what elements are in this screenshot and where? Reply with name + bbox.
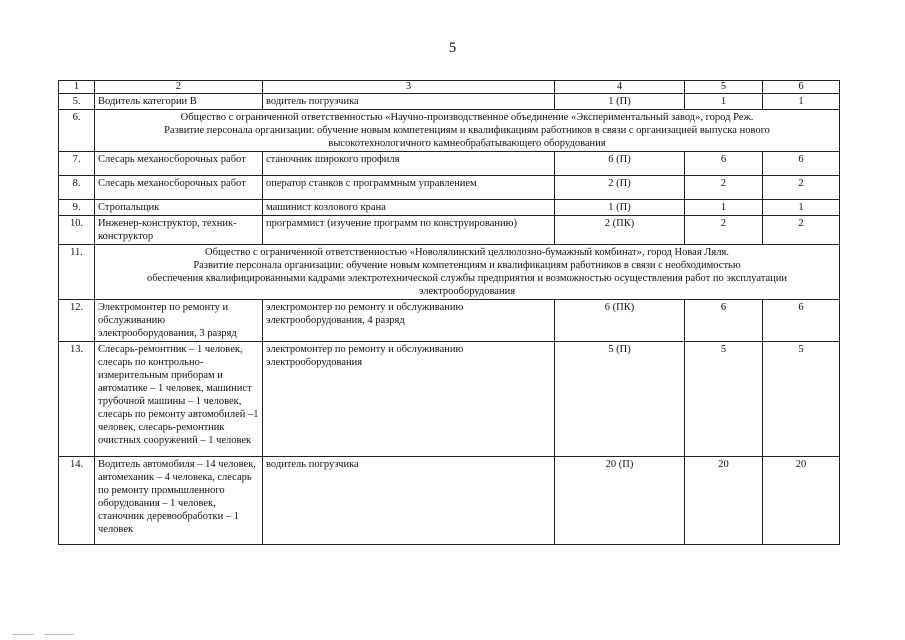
header-cell-6: 6 (763, 81, 840, 94)
program-table (58, 80, 840, 545)
header-cell-4: 4 (555, 81, 685, 94)
header-cell-1: 1 (59, 81, 95, 94)
table-row (59, 457, 840, 545)
footer-mark (12, 634, 34, 635)
header-cell-3: 3 (263, 81, 555, 94)
program-cell: станочник широкого профиля (263, 152, 555, 176)
organization-row (59, 110, 840, 152)
count-cell-5: 6 (685, 300, 763, 342)
count-cell-4: 2 (ПК) (555, 216, 685, 245)
row-number: 12. (59, 300, 95, 342)
organization-line: Развитие персонала организации: обучение новым компетенциям и квалификациям работников в связи с организацией выпуска нового (164, 125, 770, 136)
header-cell-5: 5 (685, 81, 763, 94)
organization-row (59, 245, 840, 300)
count-cell-6: 1 (763, 94, 840, 110)
count-cell-6: 6 (763, 152, 840, 176)
count-cell-4: 1 (П) (555, 200, 685, 216)
row-number: 13. (59, 342, 95, 457)
table-row (59, 94, 840, 110)
page-number: 5 (448, 40, 457, 56)
count-cell-5: 20 (685, 457, 763, 545)
count-cell-4: 6 (ПК) (555, 300, 685, 342)
profession-cell: Водитель автомобиля – 14 человек, автомеханик – 4 человека, слесарь по ремонту промышленного оборудования – 1 человек, станочник деревообработки – 1 человек (95, 457, 263, 545)
count-cell-6: 2 (763, 216, 840, 245)
profession-cell: Инженер-конструктор, техник-конструктор (95, 216, 263, 245)
organization-description (95, 110, 840, 152)
count-cell-6: 5 (763, 342, 840, 457)
organization-line: высокотехнологичного камнеобрабатывающего оборудования (328, 138, 606, 149)
program-cell: водитель погрузчика (263, 94, 555, 110)
profession-cell: Слесарь механосборочных работ (95, 152, 263, 176)
table-row (59, 300, 840, 342)
count-cell-4: 2 (П) (555, 176, 685, 200)
count-cell-4: 20 (П) (555, 457, 685, 545)
profession-cell: Электромонтер по ремонту и обслуживанию электрооборудования, 3 разряд (95, 300, 263, 342)
program-cell: машинист козлового крана (263, 200, 555, 216)
program-cell: оператор станков с программным управлением (263, 176, 555, 200)
count-cell-4: 5 (П) (555, 342, 685, 457)
header-cell-2: 2 (95, 81, 263, 94)
count-cell-4: 1 (П) (555, 94, 685, 110)
profession-cell: Слесарь-ремонтник – 1 человек, слесарь по контрольно-измерительным приборам и автоматике – 1 человек, машинист трубочной машины – 1 человек, слесарь по ремонту автомобилей –1 человек, слесарь-ремонтник очистных сооружений – 1 человек (95, 342, 263, 457)
footer-mark (44, 634, 74, 635)
count-cell-6: 20 (763, 457, 840, 545)
organization-line: обеспечения квалифицированными кадрами электротехнической службы предприятия и возможностью осуществления работ по эксплуатации (147, 273, 787, 284)
count-cell-5: 1 (685, 94, 763, 110)
row-number: 14. (59, 457, 95, 545)
program-cell: программист (изучение программ по конструированию) (263, 216, 555, 245)
organization-line: Развитие персонала организации: обучение новым компетенциям и квалификациям работников в связи с необходимостью (193, 260, 741, 271)
organization-line: электрооборудования (418, 286, 516, 297)
row-number: 11. (59, 245, 95, 300)
header-row (59, 81, 840, 94)
row-number: 7. (59, 152, 95, 176)
row-number: 5. (59, 94, 95, 110)
row-number: 8. (59, 176, 95, 200)
table-row (59, 200, 840, 216)
count-cell-6: 1 (763, 200, 840, 216)
program-cell: электромонтер по ремонту и обслуживанию электрооборудования (263, 342, 555, 457)
profession-cell: Слесарь механосборочных работ (95, 176, 263, 200)
table-row (59, 176, 840, 200)
row-number: 10. (59, 216, 95, 245)
profession-cell: Стропальщик (95, 200, 263, 216)
table-body (59, 81, 840, 545)
count-cell-5: 5 (685, 342, 763, 457)
count-cell-6: 6 (763, 300, 840, 342)
count-cell-5: 2 (685, 216, 763, 245)
organization-description (95, 245, 840, 300)
count-cell-5: 1 (685, 200, 763, 216)
program-cell: водитель погрузчика (263, 457, 555, 545)
count-cell-4: 6 (П) (555, 152, 685, 176)
table-row (59, 216, 840, 245)
page-footer-marks (0, 630, 905, 640)
row-number: 6. (59, 110, 95, 152)
table-row (59, 152, 840, 176)
organization-line: Общество с ограниченной ответственностью «Новолялинский целлюлозно-бумажный комбинат», город Новая Ляля. (205, 247, 729, 258)
program-cell: электромонтер по ремонту и обслуживанию электрооборудования, 4 разряд (263, 300, 555, 342)
profession-cell: Водитель категории В (95, 94, 263, 110)
row-number: 9. (59, 200, 95, 216)
count-cell-5: 2 (685, 176, 763, 200)
organization-line: Общество с ограниченной ответственностью «Научно-производственное объединение «Экспериментальный завод», город Реж. (180, 112, 754, 123)
table-row (59, 342, 840, 457)
count-cell-5: 6 (685, 152, 763, 176)
count-cell-6: 2 (763, 176, 840, 200)
